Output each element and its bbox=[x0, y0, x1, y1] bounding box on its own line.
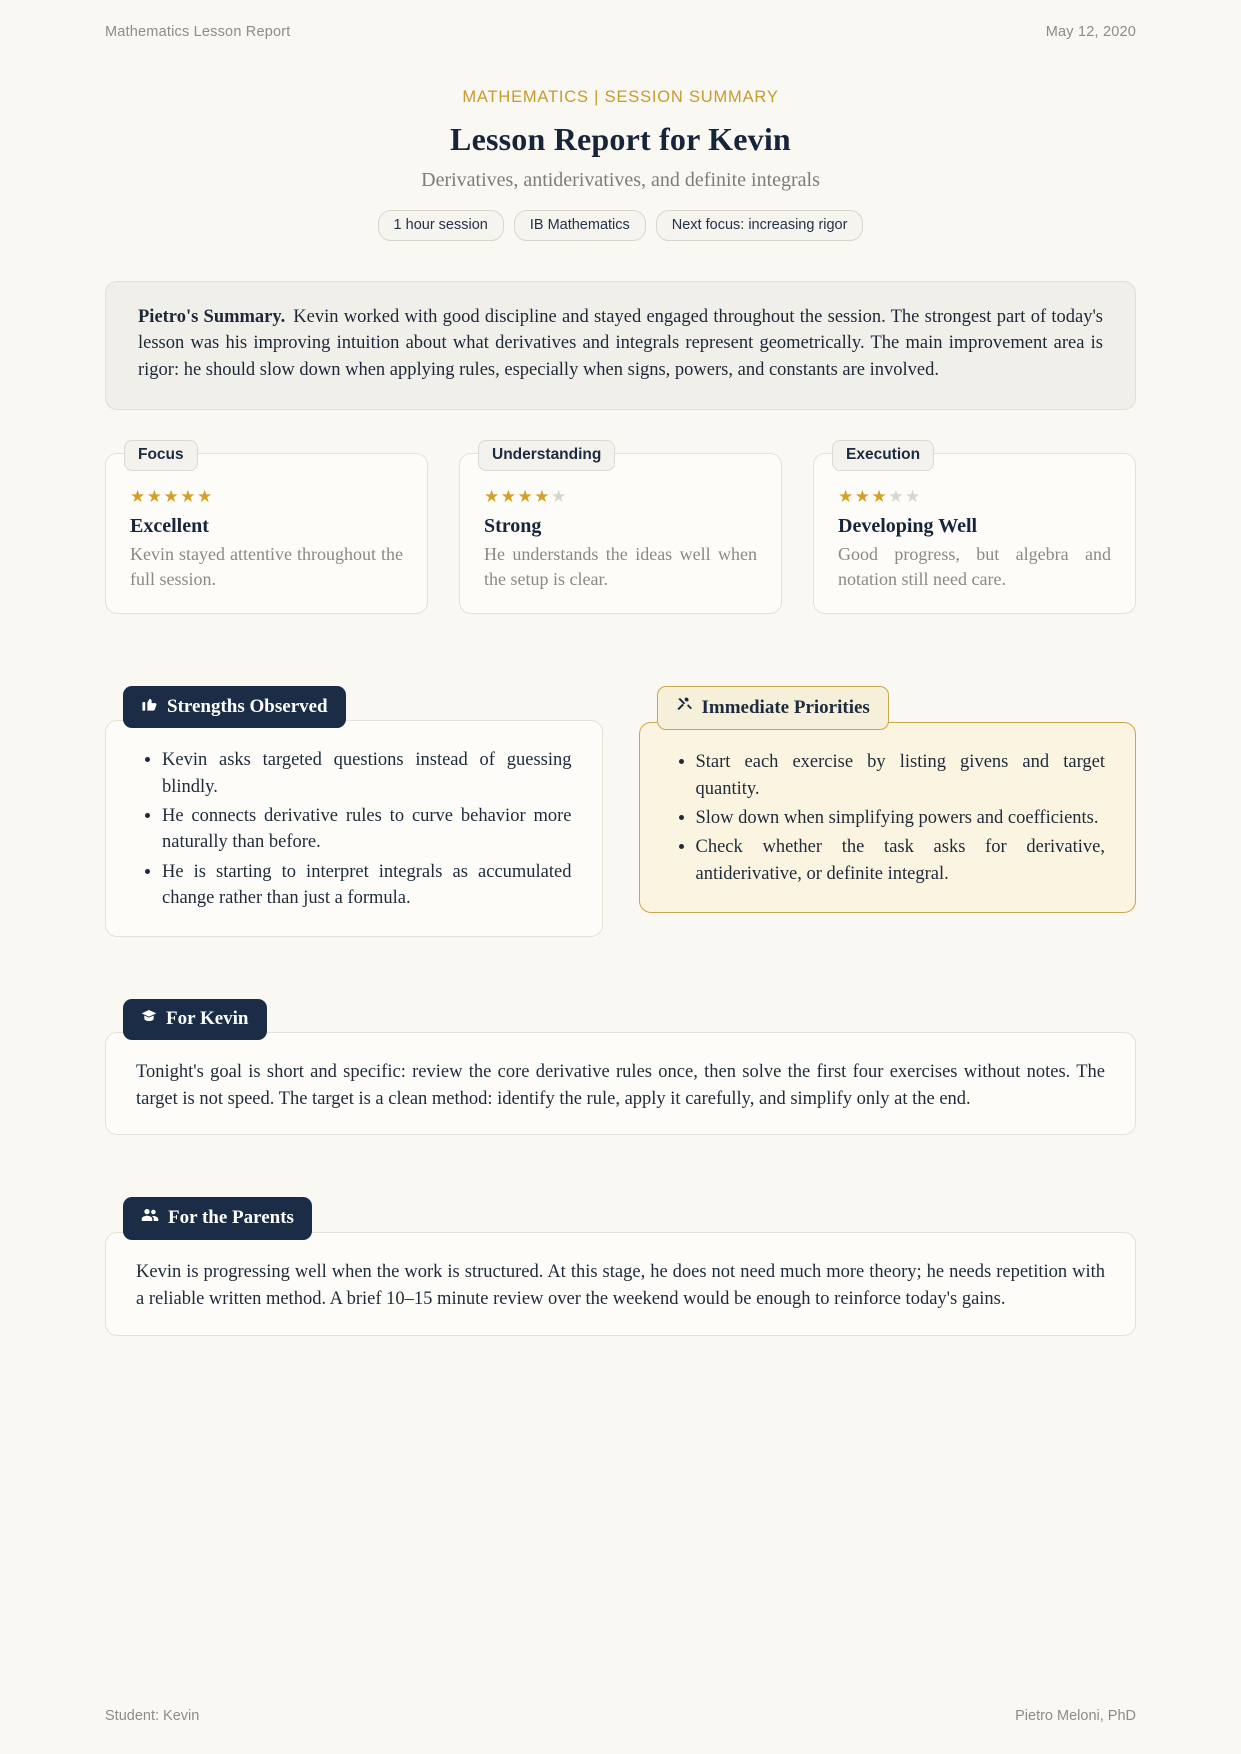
chip-next-focus: Next focus: increasing rigor bbox=[656, 210, 864, 241]
rating-card-focus bbox=[105, 445, 428, 615]
rating-description: He understands the ideas well when the setup is clear. bbox=[484, 543, 757, 589]
list-item: • Start each exercise by listing givens and target quantity. bbox=[696, 749, 1106, 802]
tools-icon bbox=[676, 696, 693, 719]
star-rating: ★★★★★ bbox=[484, 486, 568, 506]
page-subtitle: Derivatives, antiderivatives, and definite integrals bbox=[421, 169, 820, 191]
for-student-text: Tonight's goal is short and specific: review the core derivative rules once, then solve the first four exercises without notes. The target is not speed. The target is a clean method: identify the rule, apply it carefully, and simplify only at the end. bbox=[136, 1062, 1105, 1109]
footer-author: Pietro Meloni, PhD bbox=[1015, 1708, 1136, 1724]
for-student-panel bbox=[105, 999, 1136, 1135]
priorities-body bbox=[639, 722, 1137, 912]
list-item: • Check whether the task asks for derivative, antiderivative, or definite integral. bbox=[696, 834, 1106, 887]
rating-card-tab: Focus bbox=[124, 440, 198, 471]
list-item: • Kevin asks targeted questions instead of guessing blindly. bbox=[162, 747, 572, 800]
summary-text: Kevin worked with good discipline and stayed engaged throughout the session. The strongest part of today's lesson was his improving intuition about what derivatives and integrals represent geometrically. The main improvement area is rigor: he should slow down when applying rules, especially when signs, powers, and constants are involved. bbox=[138, 307, 1103, 380]
summary-lead-label: Pietro's Summary. bbox=[138, 307, 286, 327]
list-item: • He is starting to interpret integrals as accumulated change rather than just a formula. bbox=[162, 859, 572, 912]
rating-description: Good progress, but algebra and notation still need care. bbox=[838, 543, 1111, 589]
for-student-body bbox=[105, 1032, 1136, 1135]
star-rating: ★★★★★ bbox=[838, 486, 922, 506]
parents-icon bbox=[141, 1206, 159, 1230]
chip-session-length: 1 hour session bbox=[378, 210, 504, 241]
list-item: • Slow down when simplifying powers and coefficients. bbox=[696, 805, 1106, 831]
strengths-panel bbox=[105, 686, 603, 937]
thumbs-up-icon bbox=[141, 695, 158, 718]
footer-student: Student: Kevin bbox=[105, 1708, 200, 1724]
for-parents-text: Kevin is progressing well when the work is structured. At this stage, he does not need much more theory; he needs repetition with a reliable written method. A brief 10–15 minute review over the weekend would be enough to reinforce today's gains. bbox=[136, 1262, 1105, 1309]
rating-verdict: Strong bbox=[484, 514, 542, 537]
for-parents-panel bbox=[105, 1197, 1136, 1335]
list-item: • He connects derivative rules to curve behavior more naturally than before. bbox=[162, 803, 572, 856]
rating-card-row bbox=[105, 445, 1136, 615]
priorities-heading-label: Immediate Priorities bbox=[701, 696, 870, 718]
chip-curriculum: IB Mathematics bbox=[514, 210, 646, 241]
for-parents-heading bbox=[123, 1197, 312, 1240]
running-header-left: Mathematics Lesson Report bbox=[105, 24, 291, 40]
for-parents-body bbox=[105, 1232, 1136, 1335]
for-parents-heading-label: For the Parents bbox=[168, 1207, 294, 1229]
star-rating: ★★★★★ bbox=[130, 486, 214, 506]
priorities-list bbox=[670, 749, 1106, 886]
rating-verdict: Excellent bbox=[130, 514, 209, 537]
priorities-heading bbox=[657, 686, 889, 730]
page-title: Lesson Report for Kevin bbox=[450, 121, 791, 157]
lists-row bbox=[105, 686, 1136, 937]
rating-card-understanding bbox=[459, 445, 782, 615]
student-icon bbox=[141, 1008, 157, 1030]
rating-verdict: Developing Well bbox=[838, 514, 978, 537]
eyebrow-label: MATHEMATICS | SESSION SUMMARY bbox=[462, 88, 779, 106]
strengths-list bbox=[136, 747, 572, 911]
running-header bbox=[105, 0, 1136, 40]
title-block bbox=[105, 88, 1136, 241]
for-student-heading bbox=[123, 999, 267, 1040]
rating-card-execution bbox=[813, 445, 1136, 615]
strengths-heading bbox=[123, 686, 346, 728]
running-header-date: May 12, 2020 bbox=[1045, 24, 1136, 40]
tutor-summary-panel bbox=[105, 281, 1136, 410]
rating-card-tab: Execution bbox=[832, 440, 934, 471]
page-footer bbox=[105, 1708, 1136, 1724]
priorities-panel bbox=[639, 686, 1137, 912]
strengths-body bbox=[105, 720, 603, 937]
rating-description: Kevin stayed attentive throughout the full session. bbox=[130, 543, 403, 589]
strengths-heading-label: Strengths Observed bbox=[167, 695, 328, 717]
meta-chip-row bbox=[105, 210, 1136, 241]
for-student-heading-label: For Kevin bbox=[166, 1008, 249, 1030]
rating-card-tab: Understanding bbox=[478, 440, 615, 471]
